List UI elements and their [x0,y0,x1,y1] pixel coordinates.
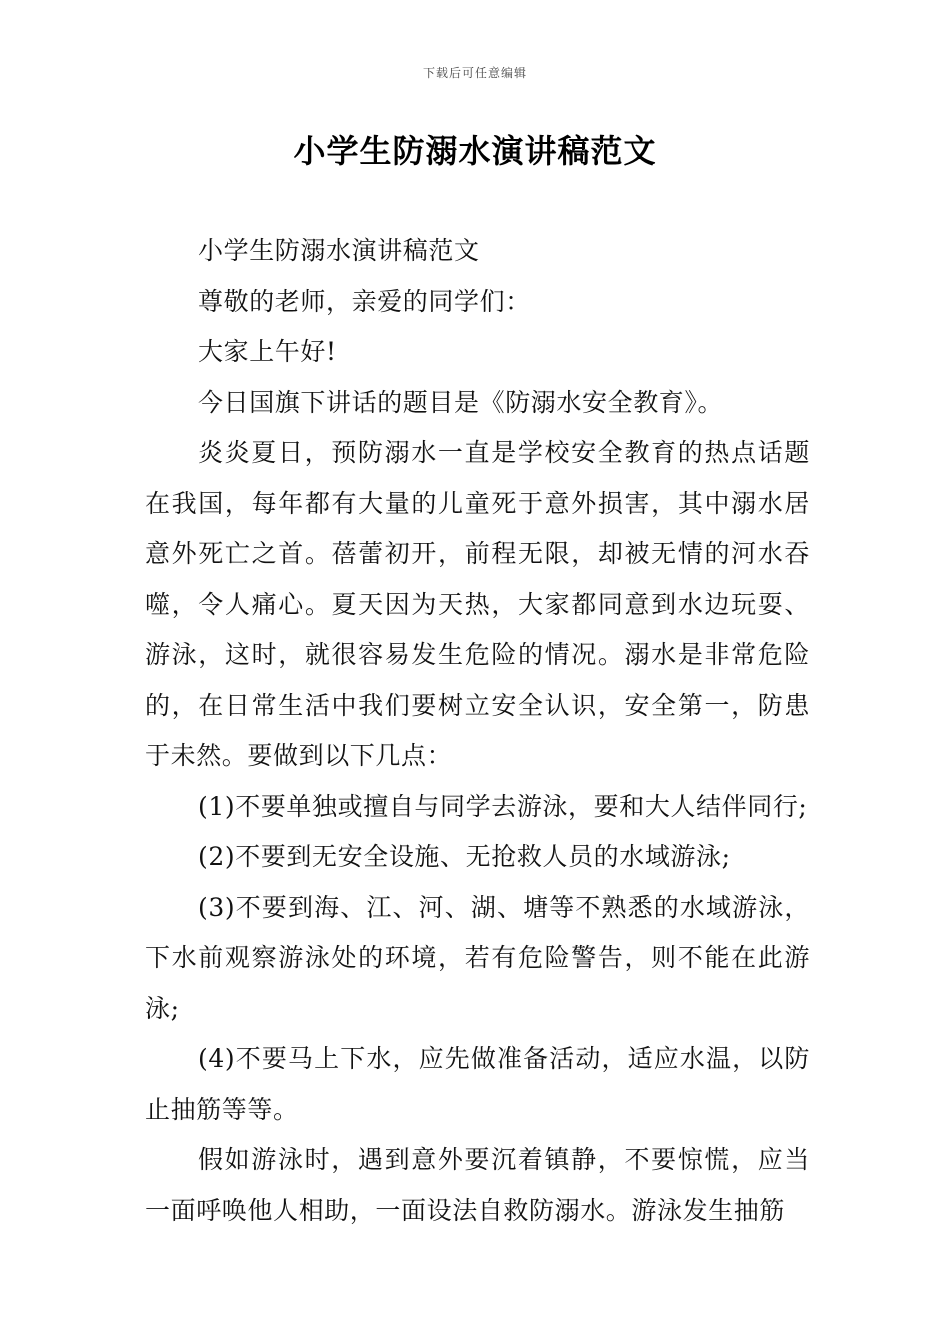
paragraph-salutation: 尊敬的老师，亲爱的同学们： [198,286,531,316]
paragraph-subtitle: 小学生防溺水演讲稿范文 [198,236,480,265]
paragraph-rule-3: (3)不要到海、江、河、湖、塘等不熟悉的水域游泳，下水前观察游泳处的环境，若有危险警告，则不能在此游泳; [145,892,810,1023]
paragraph-rule-2: (2)不要到无安全设施、无抢救人员的水域游泳; [198,842,731,871]
paragraph-greeting: 大家上午好! [198,337,337,366]
paragraph-self-rescue: 假如游泳时，遇到意外要沉着镇静，不要惊慌，应当一面呼唤他人相助，一面设法自救防溺水。游泳发生抽筋 [145,1145,810,1225]
paragraph-topic: 今日国旗下讲话的题目是《防溺水安全教育》。 [198,387,724,417]
document-title: 小学生防溺水演讲稿范文 [293,132,657,170]
paragraph-intro: 炎炎夏日，预防溺水一直是学校安全教育的热点话题在我国，每年都有大量的儿童死于意外损害，其中溺水居意外死亡之首。蓓蕾初开，前程无限，却被无情的河水吞噬，令人痛心。夏天因为天热，大家都同意到水边玩耍、游泳，这时，就很容易发生危险的情况。溺水是非常危险的，在日常生活中我们要树立安全认识，安全第一，防患于未然。要做到以下几点： [145,438,810,770]
paragraph-rule-1: (1)不要单独或擅自与同学去游泳，要和大人结伴同行; [198,791,808,821]
document-body [145,226,810,1236]
header-note: 下载后可任意编辑 [422,66,527,80]
paragraph-rule-4: (4)不要马上下水，应先做准备活动，适应水温，以防止抽筋等等。 [145,1044,810,1124]
